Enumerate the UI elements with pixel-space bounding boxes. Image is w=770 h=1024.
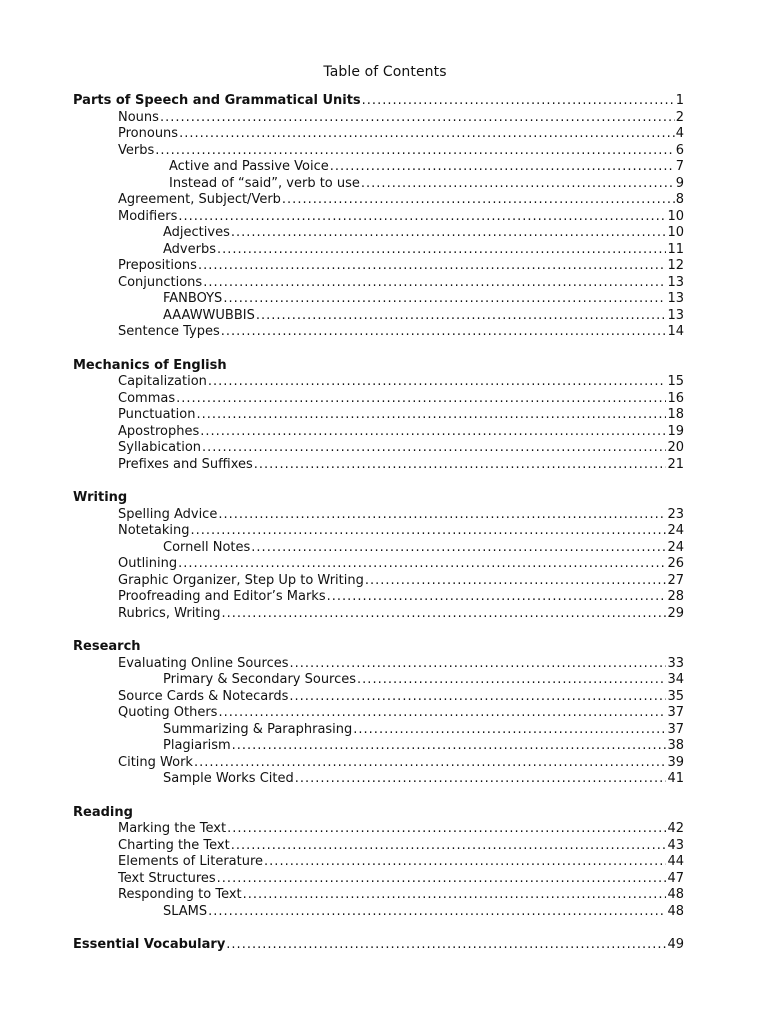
toc-entry-page-number: 13	[667, 307, 684, 323]
toc-entry	[0, 755, 770, 772]
toc-entry-page-number: 13	[667, 274, 684, 290]
toc-entry-page-number: 16	[667, 390, 684, 406]
toc-entry-label: Evaluating Online Sources	[118, 655, 289, 671]
toc-entry	[0, 838, 770, 855]
toc-entry	[0, 391, 770, 408]
toc-entry-label: AAAWWUBBIS	[163, 307, 255, 323]
toc-entry-label: Source Cards & Notecards	[118, 688, 289, 704]
dot-leader	[200, 424, 666, 441]
dot-leader	[160, 110, 675, 127]
toc-entry-label: Charting the Text	[118, 837, 230, 853]
toc-entry	[0, 159, 770, 176]
dot-leader	[361, 176, 675, 193]
toc-entry-page-number: 34	[667, 672, 684, 687]
toc-entry-label: Sample Works Cited	[163, 771, 294, 786]
dot-leader	[362, 93, 675, 110]
toc-entry-page-number: 23	[667, 506, 684, 522]
dot-leader	[264, 854, 666, 871]
toc-entry-label: Modifiers	[118, 208, 178, 224]
toc-entry-page-number: 6	[675, 142, 684, 158]
toc-entry-label: Parts of Speech and Grammatical Units	[73, 93, 361, 108]
dot-leader	[176, 391, 666, 408]
dot-leader	[208, 374, 667, 391]
toc-entry	[0, 656, 770, 673]
dot-leader	[365, 573, 667, 590]
toc-entry-label: Primary & Secondary Sources	[163, 672, 357, 687]
toc-entry-label: Pronouns	[118, 126, 179, 141]
dot-leader	[289, 689, 666, 706]
toc-entry-label: Prefixes and Suffixes	[118, 456, 253, 472]
toc-entry	[0, 556, 770, 573]
toc-entry-label: Conjunctions	[118, 274, 203, 290]
toc-entry	[0, 374, 770, 391]
dot-leader	[353, 722, 666, 739]
toc-entry-label: Adverbs	[163, 241, 216, 257]
dot-leader	[256, 308, 667, 325]
dot-leader	[254, 457, 667, 474]
toc-entry-label: Capitalization	[118, 374, 207, 389]
toc-entry-label: Quoting Others	[118, 705, 218, 720]
toc-entry	[0, 771, 770, 788]
toc-entry-page-number: 24	[667, 523, 684, 538]
toc-entry-label: Instead of “said”, verb to use	[169, 175, 360, 191]
dot-leader	[194, 755, 667, 772]
toc-entry-page-number: 33	[667, 655, 684, 671]
toc-entry-label: Elements of Literature	[118, 854, 264, 869]
toc-entry-label: Plagiarism	[163, 738, 231, 753]
toc-entry-label: Outlining	[118, 556, 178, 571]
dot-leader	[232, 738, 667, 755]
toc-entry	[0, 871, 770, 888]
dot-leader	[196, 407, 666, 424]
dot-leader	[203, 275, 666, 292]
dot-leader	[330, 159, 675, 176]
toc-entry-label: Notetaking	[118, 523, 190, 538]
toc-entry-label: SLAMS	[163, 903, 208, 919]
table-of-contents	[0, 93, 770, 971]
toc-entry	[0, 258, 770, 275]
dot-leader	[217, 242, 666, 259]
toc-entry-page-number: 26	[667, 556, 684, 571]
toc-entry-page-number: 13	[667, 291, 684, 306]
toc-entry-page-number: 12	[667, 258, 684, 273]
toc-entry-label: Agreement, Subject/Verb	[118, 192, 281, 207]
toc-entry-label: Graphic Organizer, Step Up to Writing	[118, 572, 364, 588]
toc-entry-page-number: 49	[667, 937, 684, 952]
toc-entry	[0, 291, 770, 308]
toc-entry	[0, 689, 770, 706]
toc-entry-page-number: 37	[667, 705, 684, 720]
toc-entry	[0, 93, 770, 110]
dot-leader	[218, 705, 666, 722]
toc-entry	[0, 821, 770, 838]
toc-entry-page-number: 24	[667, 539, 684, 555]
dot-leader	[243, 887, 667, 904]
toc-entry-page-number: 2	[675, 109, 684, 125]
toc-entry	[0, 507, 770, 524]
section-heading: Research	[73, 639, 141, 654]
toc-entry	[0, 738, 770, 755]
toc-entry-label: Punctuation	[118, 407, 196, 422]
toc-entry-label: Citing Work	[118, 754, 193, 770]
dot-leader	[226, 937, 666, 954]
toc-entry-page-number: 4	[675, 126, 684, 141]
toc-entry	[0, 904, 770, 921]
dot-leader	[179, 126, 675, 143]
toc-entry	[0, 722, 770, 739]
toc-entry-label: Summarizing & Paraphrasing	[163, 721, 353, 737]
toc-section	[0, 805, 770, 921]
toc-entry	[0, 143, 770, 160]
toc-entry-label: Marking the Text	[118, 821, 227, 836]
toc-entry-label: Text Structures	[118, 870, 216, 886]
dot-leader	[198, 258, 667, 275]
toc-entry-label: FANBOYS	[163, 291, 223, 306]
toc-entry-label: Sentence Types	[118, 324, 220, 339]
toc-entry	[0, 672, 770, 689]
toc-entry	[0, 887, 770, 904]
toc-entry	[0, 110, 770, 127]
toc-entry-page-number: 37	[667, 721, 684, 737]
toc-entry	[0, 589, 770, 606]
dot-leader	[327, 589, 667, 606]
toc-entry-page-number: 21	[667, 456, 684, 472]
toc-entry-page-number: 41	[667, 771, 684, 786]
toc-entry	[0, 126, 770, 143]
toc-entry-page-number: 10	[667, 225, 684, 240]
toc-entry	[0, 540, 770, 557]
toc-entry-label: Responding to Text	[118, 887, 242, 902]
toc-section	[0, 93, 770, 341]
toc-entry	[0, 457, 770, 474]
section-heading: Mechanics of English	[73, 357, 227, 373]
dot-leader	[190, 523, 666, 540]
toc-section	[0, 358, 770, 474]
toc-entry-page-number: 48	[667, 887, 684, 902]
dot-leader	[202, 440, 666, 457]
dot-leader	[295, 771, 667, 788]
toc-entry-label: Commas	[118, 390, 176, 406]
dot-leader	[231, 225, 667, 242]
toc-entry-label: Apostrophes	[118, 423, 200, 439]
dot-leader	[217, 871, 667, 888]
toc-entry-label: Spelling Advice	[118, 506, 218, 522]
toc-entry-page-number: 9	[675, 175, 684, 191]
toc-entry-label: Essential Vocabulary	[73, 937, 226, 952]
dot-leader	[222, 606, 667, 623]
toc-entry-label: Active and Passive Voice	[169, 159, 329, 174]
toc-entry-label: Adjectives	[163, 225, 230, 240]
toc-entry	[0, 407, 770, 424]
dot-leader	[178, 556, 666, 573]
toc-section	[0, 490, 770, 622]
toc-entry	[0, 854, 770, 871]
toc-entry-label: Proofreading and Editor’s Marks	[118, 589, 326, 604]
toc-entry-label: Rubrics, Writing	[118, 605, 221, 621]
toc-entry-page-number: 38	[667, 738, 684, 753]
section-heading: Reading	[73, 804, 133, 820]
section-heading: Writing	[73, 490, 128, 505]
toc-entry-page-number: 35	[667, 688, 684, 704]
toc-entry-page-number: 44	[667, 854, 684, 869]
toc-entry	[0, 424, 770, 441]
toc-entry-page-number: 19	[667, 423, 684, 439]
toc-entry-page-number: 43	[667, 837, 684, 853]
dot-leader	[227, 821, 666, 838]
dot-leader	[251, 540, 666, 557]
toc-entry-page-number: 39	[667, 754, 684, 770]
dot-leader	[178, 209, 666, 226]
toc-entry	[0, 225, 770, 242]
toc-entry	[0, 308, 770, 325]
toc-entry-label: Prepositions	[118, 258, 197, 273]
toc-entry	[0, 275, 770, 292]
dot-leader	[290, 656, 667, 673]
toc-entry-page-number: 10	[667, 208, 684, 224]
toc-entry	[0, 324, 770, 341]
toc-entry	[0, 606, 770, 623]
toc-entry-page-number: 48	[667, 903, 684, 919]
toc-entry	[0, 937, 770, 954]
toc-entry	[0, 440, 770, 457]
toc-entry	[0, 209, 770, 226]
toc-entry-label: Nouns	[118, 109, 159, 125]
toc-entry-page-number: 1	[675, 93, 684, 108]
toc-entry	[0, 523, 770, 540]
dot-leader	[282, 192, 675, 209]
toc-entry	[0, 176, 770, 193]
toc-entry-page-number: 20	[667, 440, 684, 455]
toc-entry	[0, 705, 770, 722]
toc-entry	[0, 192, 770, 209]
toc-entry-label: Cornell Notes	[163, 539, 251, 555]
toc-entry-page-number: 42	[667, 821, 684, 836]
toc-entry-page-number: 8	[675, 192, 684, 207]
toc-entry-page-number: 7	[675, 159, 684, 174]
toc-entry-page-number: 28	[667, 589, 684, 604]
dot-leader	[231, 838, 667, 855]
toc-entry-page-number: 15	[667, 374, 684, 389]
toc-section	[0, 639, 770, 788]
toc-entry-page-number: 47	[667, 870, 684, 886]
toc-entry-page-number: 29	[667, 605, 684, 621]
page-title: Table of Contents	[323, 64, 447, 80]
toc-entry-label: Syllabication	[118, 440, 202, 455]
toc-section	[0, 937, 770, 954]
dot-leader	[208, 904, 666, 921]
toc-entry-label: Verbs	[118, 142, 155, 158]
toc-entry-page-number: 14	[667, 324, 684, 339]
dot-leader	[223, 291, 666, 308]
toc-entry-page-number: 11	[667, 241, 684, 257]
dot-leader	[155, 143, 674, 160]
dot-leader	[221, 324, 667, 341]
toc-entry	[0, 242, 770, 259]
dot-leader	[357, 672, 666, 689]
toc-entry-page-number: 18	[667, 407, 684, 422]
dot-leader	[218, 507, 666, 524]
toc-entry	[0, 573, 770, 590]
toc-entry-page-number: 27	[667, 572, 684, 588]
